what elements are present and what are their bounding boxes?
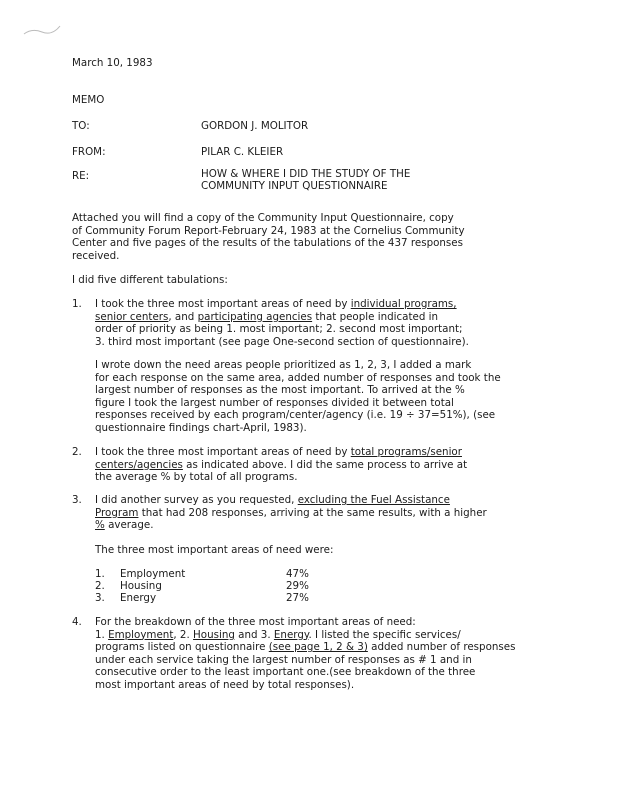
- re-line-2: COMMUNITY INPUT QUESTIONNAIRE: [201, 180, 388, 192]
- item-number: 4.: [72, 616, 82, 628]
- item1-line: 3. third most important (see page One-second section of questionnaire).: [95, 335, 469, 348]
- intro-line: Center and five pages of the results of the tabulations of the 437 responses: [72, 237, 463, 250]
- item3-line: % average.: [95, 519, 154, 532]
- item1-line: for each response on the same area, added number of responses and took the: [95, 371, 501, 384]
- area-rank: 3.: [95, 592, 105, 604]
- item4-line: 1. Employment, 2. Housing and 3. Energy. I listed the specific services/: [95, 628, 461, 641]
- areas-intro: The three most important areas of need were:: [95, 544, 334, 556]
- item-number: 2.: [72, 446, 82, 458]
- item3-line: Program that had 208 responses, arriving at the same results, with a higher: [95, 506, 487, 519]
- item1-line: I wrote down the need areas people prioritized as 1, 2, 3, I added a mark: [95, 359, 472, 371]
- area-percent: 47%: [286, 568, 309, 580]
- intro-line: received.: [72, 249, 120, 262]
- underlined-text: centers/agencies: [95, 458, 183, 471]
- item2-line: centers/agencies as indicated above. I did the same process to arrive at: [95, 458, 468, 471]
- item1-line: largest number of responses as the most important. To arrived at the %: [95, 384, 465, 397]
- memo-label: MEMO: [72, 94, 105, 106]
- item4-line: For the breakdown of the three most important areas of need:: [95, 616, 416, 628]
- item4-paragraph: [95, 616, 515, 692]
- area-name: Employment: [120, 568, 186, 580]
- underlined-text: Program: [95, 506, 139, 519]
- item2-line: the average % by total of all programs.: [95, 471, 298, 484]
- re-label: RE:: [72, 170, 90, 182]
- underlined-text: excluding the Fuel Assistance: [297, 494, 450, 506]
- underlined-text: Housing: [193, 628, 235, 641]
- item4-line: programs listed on questionnaire (see page 1, 2 & 3) added number of responses: [95, 641, 516, 654]
- item1-line: responses received by each program/center/agency (i.e. 19 ÷ 37=51%), (see: [95, 409, 496, 422]
- item2-line: I took the three most important areas of need by total programs/senior: [95, 446, 462, 458]
- item-number: 3.: [72, 494, 82, 506]
- item3-paragraph: [95, 494, 487, 532]
- intro-line: Attached you will find a copy of the Community Input Questionnaire, copy: [72, 212, 454, 224]
- intro-line: of Community Forum Report-February 24, 1983 at the Cornelius Community: [72, 224, 465, 237]
- memo-date: March 10, 1983: [72, 57, 153, 69]
- area-percent: 27%: [286, 592, 309, 604]
- underlined-text: total programs/senior: [350, 446, 462, 458]
- item1-line: questionnaire findings chart-April, 1983).: [95, 421, 307, 434]
- from-label: FROM:: [72, 146, 106, 158]
- item2-paragraph: [95, 446, 467, 484]
- area-rank: 1.: [95, 568, 105, 580]
- underlined-text: %: [95, 519, 105, 532]
- item1-line: order of priority as being 1. most important; 2. second most important;: [95, 323, 463, 336]
- area-name: Energy: [120, 592, 157, 604]
- item-number: 1.: [72, 298, 82, 310]
- area-name: Housing: [120, 580, 162, 592]
- item1-line: figure I took the largest number of responses divided it between total: [95, 396, 454, 409]
- item1-line: I took the three most important areas of need by individual programs,: [95, 298, 457, 310]
- re-line-1: HOW & WHERE I DID THE STUDY OF THE: [201, 168, 411, 180]
- underlined-text: participating agencies: [197, 310, 313, 323]
- intro-paragraph: [72, 212, 465, 262]
- from-value: PILAR C. KLEIER: [201, 146, 284, 158]
- underlined-text: individual programs,: [350, 298, 457, 310]
- to-label: TO:: [72, 120, 90, 132]
- tabulations-intro: I did five different tabulations:: [72, 274, 228, 286]
- scan-smudge-icon: [22, 20, 62, 40]
- underlined-text: (see page 1, 2 & 3): [268, 641, 368, 654]
- item1-line: senior centers, and participating agencies that people indicated in: [95, 310, 439, 323]
- scan-smudge: [22, 20, 62, 40]
- underlined-text: senior centers: [95, 310, 169, 323]
- underlined-text: Employment: [108, 628, 174, 641]
- item4-line: under each service taking the largest number of responses as # 1 and in: [95, 653, 472, 666]
- area-rank: 2.: [95, 580, 105, 592]
- item1-paragraph-a: [95, 298, 469, 348]
- to-value: GORDON J. MOLITOR: [201, 120, 309, 132]
- item4-line: most important areas of need by total responses).: [95, 678, 355, 691]
- underlined-text: Energy: [273, 628, 309, 641]
- item1-paragraph-b: [95, 359, 501, 435]
- item3-line: I did another survey as you requested, excluding the Fuel Assistance: [95, 494, 450, 506]
- area-percent: 29%: [286, 580, 309, 592]
- item4-line: consecutive order to the least important one.(see breakdown of the three: [95, 666, 476, 679]
